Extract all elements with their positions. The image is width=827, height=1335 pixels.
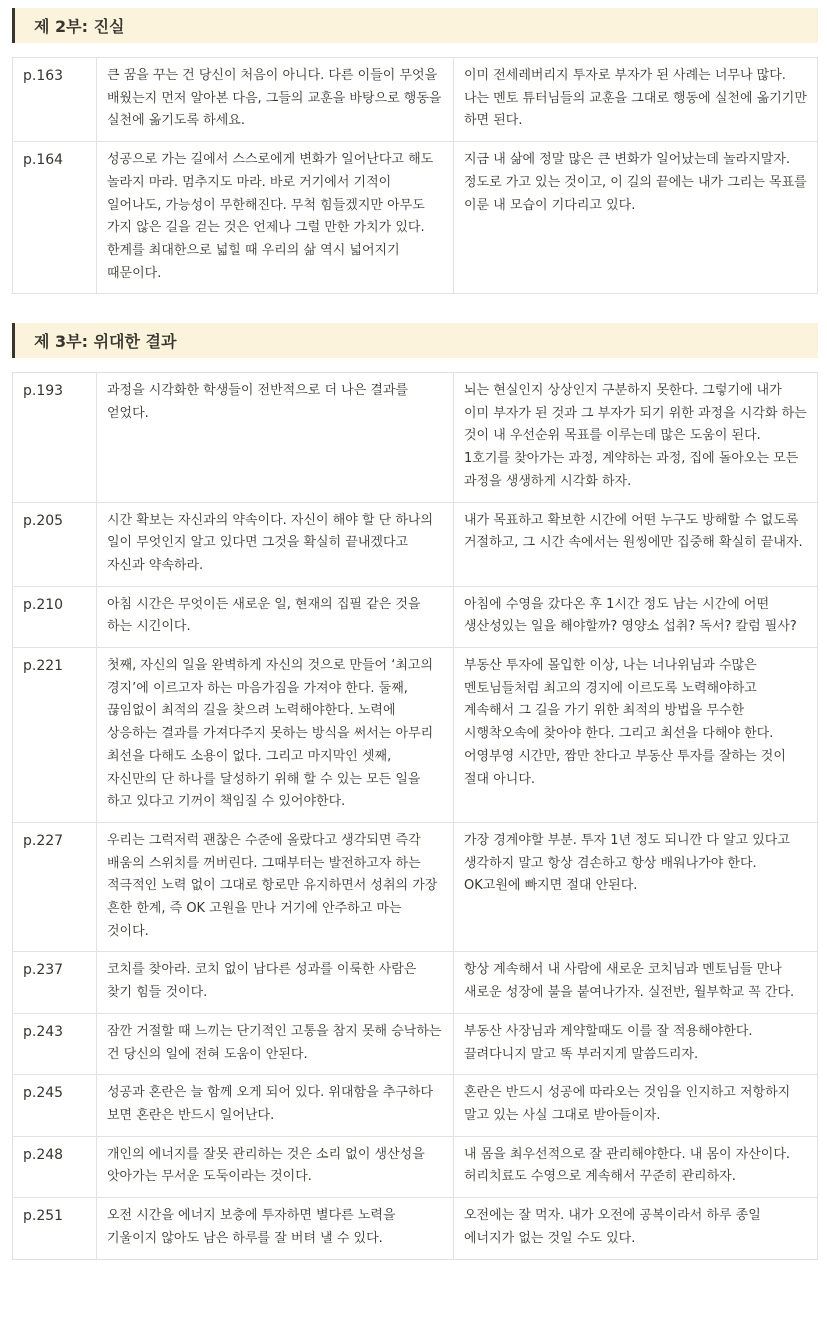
table-row <box>13 952 818 1013</box>
quote-cell: 큰 꿈을 꾸는 건 당신이 처음이 아니다. 다른 이들이 무엇을 배웠는지 먼저 알아본 다음, 그들의 교훈을 바탕으로 행동을 실천에 옮기도록 하세요. <box>97 58 454 142</box>
quote-cell: 우리는 그럭저럭 괜찮은 수준에 올랐다고 생각되면 즉각 배움의 스위치를 꺼버린다. 그때부터는 발전하고자 하는 적극적인 노력 없이 그대로 항로만 유지하면서 성취의 가장 흔한 한계, 즉 OK 고원을 만나 거기에 안주하고 마는 것이다. <box>97 822 454 952</box>
table-row <box>13 1013 818 1074</box>
table-row <box>13 1075 818 1136</box>
note-cell: 뇌는 현실인지 상상인지 구분하지 못한다. 그렇기에 내가 이미 부자가 된 것과 그 부자가 되기 위한 과정을 시각화 하는 것이 내 우선순위 목표를 이루는데 많은 도움이 된다. 1호기를 찾아가는 과정, 계약하는 과정, 집에 돌아오는 모든 과정을 생생하게 시각화 하자. <box>454 373 818 503</box>
page-number-cell: p.210 <box>13 586 97 647</box>
page-number-cell: p.164 <box>13 142 97 294</box>
quote-cell: 아침 시간은 무엇이든 새로운 일, 현재의 집필 같은 것을 하는 시긴이다. <box>97 586 454 647</box>
table-row <box>13 373 818 503</box>
note-cell: 내가 목표하고 확보한 시간에 어떤 누구도 방해할 수 없도록 거절하고, 그 시간 속에서는 원씽에만 집중해 확실히 끝내자. <box>454 502 818 586</box>
quote-cell: 성공과 혼란은 늘 함께 오게 되어 있다. 위대함을 추구하다 보면 혼란은 반드시 일어난다. <box>97 1075 454 1136</box>
notes-table-part3 <box>12 372 818 1260</box>
table-row <box>13 586 818 647</box>
note-cell: 아침에 수영을 갔다온 후 1시간 정도 남는 시간에 어떤 생산성있는 일을 해야할까? 영양소 섭취? 독서? 칼럼 필사? <box>454 586 818 647</box>
page-number-cell: p.193 <box>13 373 97 503</box>
page-number-cell: p.251 <box>13 1198 97 1259</box>
table-row <box>13 142 818 294</box>
page-number-cell: p.243 <box>13 1013 97 1074</box>
quote-cell: 시간 확보는 자신과의 약속이다. 자신이 해야 할 단 하나의 일이 무엇인지 알고 있다면 그것을 확실히 끝내겠다고 자신과 약속하라. <box>97 502 454 586</box>
quote-cell: 코치를 찾아라. 코치 없이 남다른 성과를 이룩한 사람은 찾기 힘들 것이다. <box>97 952 454 1013</box>
table-row <box>13 822 818 952</box>
note-cell: 오전에는 잘 먹자. 내가 오전에 공복이라서 하루 종일 에너지가 없는 것일 수도 있다. <box>454 1198 818 1259</box>
table-row <box>13 502 818 586</box>
section-header-part2 <box>12 8 818 43</box>
page-number-cell: p.163 <box>13 58 97 142</box>
page-number-cell: p.205 <box>13 502 97 586</box>
page-number-cell: p.248 <box>13 1136 97 1197</box>
quote-cell: 과정을 시각화한 학생들이 전반적으로 더 나은 결과를 얻었다. <box>97 373 454 503</box>
table-row <box>13 1198 818 1259</box>
page-number-cell: p.237 <box>13 952 97 1013</box>
note-cell: 부동산 투자에 몰입한 이상, 나는 너나위님과 수많은 멘토님들처럼 최고의 경지에 이르도록 노력해야하고 계속해서 그 길을 가기 위한 최적의 방법을 무수한 시행착오속에 찾아야 한다. 그리고 최선을 다해야 한다. 어영부영 시간만, 짬만 찬다고 부동산 투자를 잘하는 것이 절대 아니다. <box>454 648 818 823</box>
quote-cell: 성공으로 가는 길에서 스스로에게 변화가 일어난다고 해도 놀라지 마라. 멈추지도 마라. 바로 거기에서 기적이 일어나도, 가능성이 무한해진다. 무척 힘들겠지만 아무도 가지 않은 길을 걷는 것은 언제나 그럴 만한 가치가 있다. 한계를 최대한으로 넓힐 때 우리의 삶 역시 넓어지기 때문이다. <box>97 142 454 294</box>
quote-cell: 첫째, 자신의 일을 완벽하게 자신의 것으로 만들어 ‘최고의 경지’에 이르고자 하는 마음가짐을 가져야 한다. 둘째, 끊임없이 최적의 길을 찾으려 노력해야한다. 노력에 상응하는 결과를 가져다주지 못하는 방식을 써서는 아무리 최선을 다해도 소용이 없다. 그리고 마지막인 셋째, 자신만의 단 하나를 달성하기 위해 할 수 있는 모든 일을 하고 있다고 기꺼이 책임질 수 있어야한다. <box>97 648 454 823</box>
section-title: 제 3부: 위대한 결과 <box>34 332 177 351</box>
quote-cell: 오전 시간을 에너지 보충에 투자하면 별다른 노력을 기울이지 않아도 남은 하루를 잘 버텨 낼 수 있다. <box>97 1198 454 1259</box>
note-cell: 이미 전세레버리지 투자로 부자가 된 사례는 너무나 많다. 나는 멘토 튜터님들의 교훈을 그대로 행동에 실천에 옮기기만 하면 된다. <box>454 58 818 142</box>
table-row <box>13 1136 818 1197</box>
table-row <box>13 648 818 823</box>
note-cell: 가장 경계야할 부분. 투자 1년 정도 되니깐 다 알고 있다고 생각하지 말고 항상 겸손하고 항상 배워나가야 한다. OK고원에 빠지면 절대 안된다. <box>454 822 818 952</box>
quote-cell: 개인의 에너지를 잘못 관리하는 것은 소리 없이 생산성을 앗아가는 무서운 도둑이라는 것이다. <box>97 1136 454 1197</box>
note-cell: 내 몸을 최우선적으로 잘 관리해야한다. 내 몸이 자산이다. 허리치료도 수영으로 계속해서 꾸준히 관리하자. <box>454 1136 818 1197</box>
note-cell: 혼란은 반드시 성공에 따라오는 것임을 인지하고 저항하지 말고 있는 사실 그대로 받아들이자. <box>454 1075 818 1136</box>
section-title: 제 2부: 진실 <box>34 17 125 36</box>
quote-cell: 잠깐 거절할 때 느끼는 단기적인 고통을 참지 못해 승낙하는 건 당신의 일에 전혀 도움이 안된다. <box>97 1013 454 1074</box>
table-row <box>13 58 818 142</box>
note-cell: 부동산 사장님과 계약할때도 이를 잘 적용해야한다. 끌려다니지 말고 똑 부러지게 말씀드리자. <box>454 1013 818 1074</box>
page-number-cell: p.227 <box>13 822 97 952</box>
note-cell: 지금 내 삶에 정말 많은 큰 변화가 일어났는데 놀라지말자. 정도로 가고 있는 것이고, 이 길의 끝에는 내가 그리는 목표를 이룬 내 모습이 기다리고 있다. <box>454 142 818 294</box>
page-number-cell: p.245 <box>13 1075 97 1136</box>
notes-table-part2 <box>12 57 818 294</box>
section-header-part3 <box>12 323 818 358</box>
note-cell: 항상 계속해서 내 사람에 새로운 코치님과 멘토님들 만나 새로운 성장에 불을 붙여나가자. 실전반, 월부학교 꼭 간다. <box>454 952 818 1013</box>
page-number-cell: p.221 <box>13 648 97 823</box>
